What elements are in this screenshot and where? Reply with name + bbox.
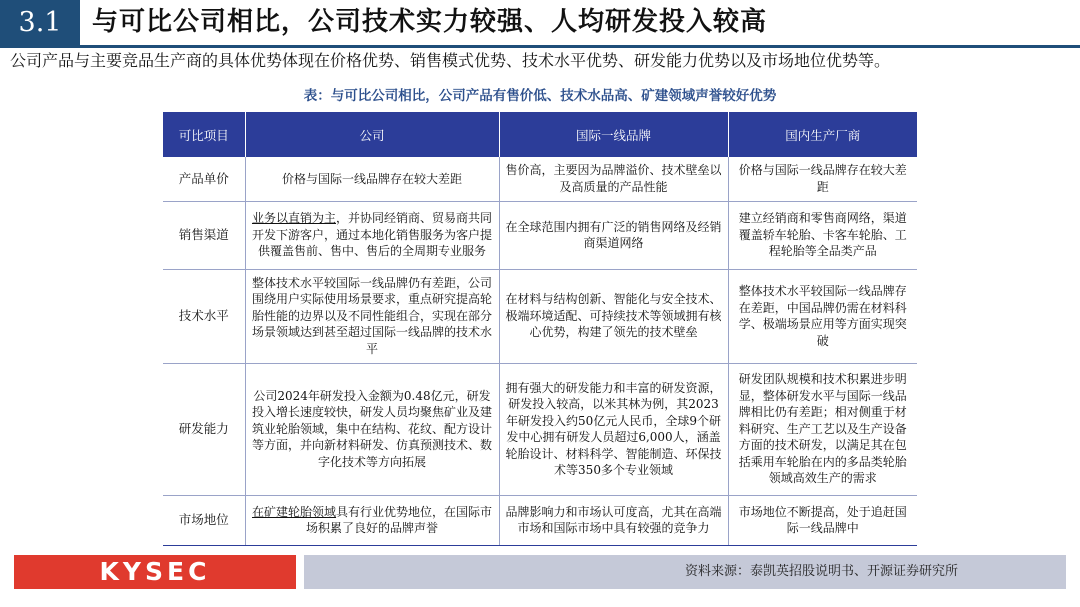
cell-company [245,495,499,545]
cell-company: 公司2024年研发投入金额为0.48亿元，研发投入增长速度较快，研发人员均聚焦矿业及建筑业轮胎领域，集中在结构、花纹、配方设计等方面，并向新材料研发、仿真预测技术、数字化技术等方向拓展 [245,363,499,495]
table-caption: 表：与可比公司相比，公司产品有售价低、技术水品高、矿建领域声誉较好优势 [303,88,777,104]
cell-domestic: 建立经销商和零售商网络，渠道覆盖轿车轮胎、卡客车轮胎、工程轮胎等全品类产品 [728,201,917,269]
cell-intl: 在材料与结构创新、智能化与安全技术、极端环境适配、可持续技术等领域拥有核心优势，构建了领先的技术壁垒 [499,269,728,363]
header-item: 可比项目 [163,112,245,157]
cell-company: 价格与国际一线品牌存在较大差距 [245,157,499,201]
table-row [163,157,917,201]
row-label: 产品单价 [163,157,245,201]
header-intl-brand: 国际一线品牌 [499,112,728,157]
cell-domestic: 价格与国际一线品牌存在较大差距 [728,157,917,201]
highlight-text: 在矿建轮胎领域 [251,504,336,519]
cell-intl: 品牌影响力和市场认可度高，尤其在高端市场和国际市场中具有较强的竞争力 [499,495,728,545]
table-row [163,201,917,269]
kysec-logo: KYSEC [14,555,296,589]
cell-intl: 拥有强大的研发能力和丰富的研发资源，研发投入较高，以米其林为例，其2023年研发投入约50亿元人民币，全球9个研发中心拥有研发人员超过6,000人，涵盖轮胎设计、材料科学、智能制造、环保技术等350多个专业领域 [499,363,728,495]
footer [0,552,1080,592]
source-bar [304,555,1066,589]
highlight-text: 业务以直销为主 [251,211,336,226]
cell-text: 具有行业优势地位，在国际市场积累了良好的品牌声誉 [305,504,493,535]
page-subtitle: 公司产品与主要竞品生产商的具体优势体现在价格优势、销售模式优势、技术水平优势、研发能力优势以及市场地位优势等。 [10,51,891,70]
row-label: 销售渠道 [163,201,245,269]
cell-intl: 在全球范围内拥有广泛的销售网络及经销商渠道网络 [499,201,728,269]
cell-domestic: 研发团队规模和技术积累进步明显，整体研发水平与国际一线品牌相比仍有差距；相对侧重于材料研究、生产工艺以及生产设备方面的技术研发，以满足其在包括乘用车轮胎在内的多品类轮胎领域高效生产的需求 [728,363,917,495]
cell-company: 整体技术水平较国际一线品牌仍有差距，公司围绕用户实际使用场景要求，重点研究提高轮胎性能的边界以及不同性能组合，实现在部分场景领域达到甚至超过国际一线品牌的技术水平 [245,269,499,363]
cell-domestic: 整体技术水平较国际一线品牌存在差距，中国品牌仍需在材料科学、极端场景应用等方面实现突破 [728,269,917,363]
header-company: 公司 [245,112,499,157]
header-domestic: 国内生产厂商 [728,112,917,157]
header-divider [0,45,1080,48]
table-row [163,495,917,545]
section-number: 3.1 [0,0,80,45]
cell-domestic: 市场地位不断提高，处于追赶国际一线品牌中 [728,495,917,545]
header [0,0,1080,45]
comparison-table [163,112,917,546]
row-label: 市场地位 [163,495,245,545]
table-row [163,363,917,495]
cell-text: ，并协同经销商、贸易商共同开发下游客户，通过本地化销售服务为客户提供覆盖售前、售中、售后的全周期专业服务 [251,211,493,259]
row-label: 技术水平 [163,269,245,363]
table-row [163,269,917,363]
source-note: 资料来源：泰凯英招股说明书、开源证券研究所 [684,564,958,579]
row-label: 研发能力 [163,363,245,495]
table-header-row [163,112,917,157]
cell-intl: 售价高，主要因为品牌溢价、技术壁垒以及高质量的产品性能 [499,157,728,201]
page-title: 与可比公司相比，公司技术实力较强、人均研发投入较高 [92,7,768,37]
cell-company [245,201,499,269]
